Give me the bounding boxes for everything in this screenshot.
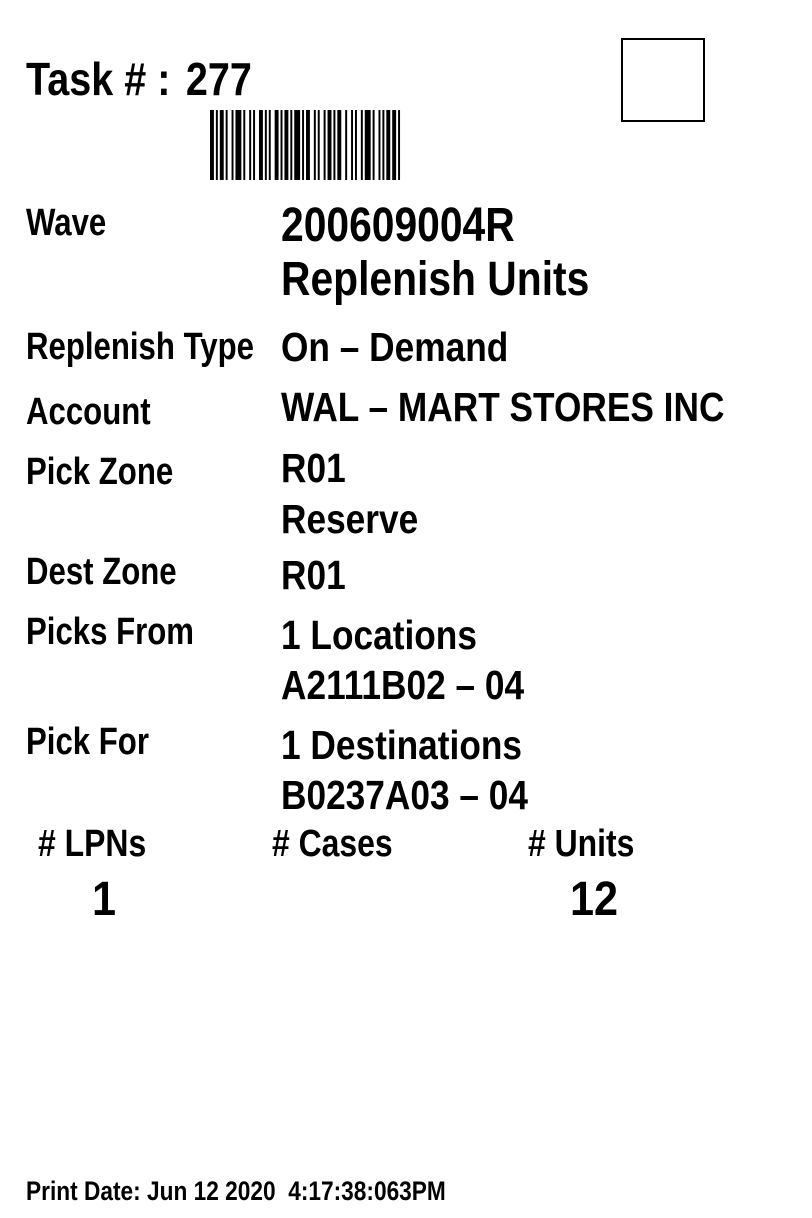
barcode-bar xyxy=(324,110,326,180)
barcode-bar xyxy=(302,110,304,180)
dest-zone-label: Dest Zone xyxy=(26,551,177,593)
task-barcode xyxy=(210,110,402,180)
barcode-bar xyxy=(249,110,251,180)
pick-for-label: Pick For xyxy=(26,721,149,763)
pick-for-destination: B0237A03 – 04 xyxy=(281,772,529,818)
units-label: # Units xyxy=(528,823,635,865)
pick-zone-description: Reserve xyxy=(281,496,419,542)
barcode-bar xyxy=(235,110,241,180)
barcode-bar xyxy=(306,110,310,180)
check-box[interactable] xyxy=(621,38,705,122)
barcode-bar xyxy=(318,110,320,180)
dest-zone-value: R01 xyxy=(281,552,346,598)
barcode-bar xyxy=(220,110,224,180)
barcode-bar xyxy=(314,110,316,180)
barcode-bar xyxy=(253,110,255,180)
lpns-label: # LPNs xyxy=(38,823,147,865)
barcode-bar xyxy=(210,110,214,180)
barcode-bar xyxy=(365,110,371,180)
print-date-line xyxy=(26,1176,446,1207)
picks-from-location: A2111B02 – 04 xyxy=(281,662,525,708)
barcode-bar xyxy=(337,110,341,180)
account-label: Account xyxy=(26,391,151,433)
pick-for-value: 1 Destinations xyxy=(281,722,523,768)
barcode-bar xyxy=(361,110,363,180)
cases-label: # Cases xyxy=(272,823,393,865)
barcode-bar xyxy=(294,110,300,180)
picks-from-label: Picks From xyxy=(26,611,194,653)
picks-from-value: 1 Locations xyxy=(281,612,477,658)
lpns-count: 1 xyxy=(92,873,117,926)
barcode-bar xyxy=(243,110,245,180)
barcode-bar xyxy=(269,110,271,180)
print-date-value: Jun 12 2020 xyxy=(146,1176,276,1206)
barcode-bar xyxy=(284,110,288,180)
barcode-bar xyxy=(345,110,347,180)
barcode-bar xyxy=(281,110,283,180)
barcode-bar xyxy=(382,110,384,180)
replenish-type-label: Replenish Type xyxy=(26,326,254,368)
barcode-bar xyxy=(386,110,390,180)
barcode-bar xyxy=(351,110,353,180)
barcode-bar xyxy=(373,110,375,180)
replenish-type-value: On – Demand xyxy=(281,324,509,370)
barcode-bar xyxy=(226,110,228,180)
barcode-bar xyxy=(333,110,335,180)
barcode-bar xyxy=(259,110,263,180)
barcode-bar xyxy=(328,110,332,180)
print-date-label: Print Date: xyxy=(26,1176,141,1206)
print-time-value: 4:17:38:063PM xyxy=(288,1176,446,1206)
barcode-bar xyxy=(216,110,218,180)
task-label: Task # : xyxy=(26,53,171,105)
pick-zone-value: R01 xyxy=(281,445,346,491)
barcode-bar xyxy=(355,110,357,180)
barcode-bar xyxy=(290,110,292,180)
barcode-bar xyxy=(265,110,267,180)
barcode-bar xyxy=(398,110,400,180)
barcode-bar xyxy=(392,110,396,180)
units-count: 12 xyxy=(570,873,619,926)
account-value: WAL – MART STORES INC xyxy=(281,384,725,430)
barcode-bar xyxy=(232,110,234,180)
barcode-bar xyxy=(275,110,279,180)
task-number-line xyxy=(26,52,252,106)
barcode-bar xyxy=(378,110,380,180)
wave-label: Wave xyxy=(26,202,107,244)
wave-description: Replenish Units xyxy=(281,253,590,306)
pick-zone-label: Pick Zone xyxy=(26,451,174,493)
wave-value: 200609004R xyxy=(281,199,515,252)
task-number: 277 xyxy=(185,53,252,105)
